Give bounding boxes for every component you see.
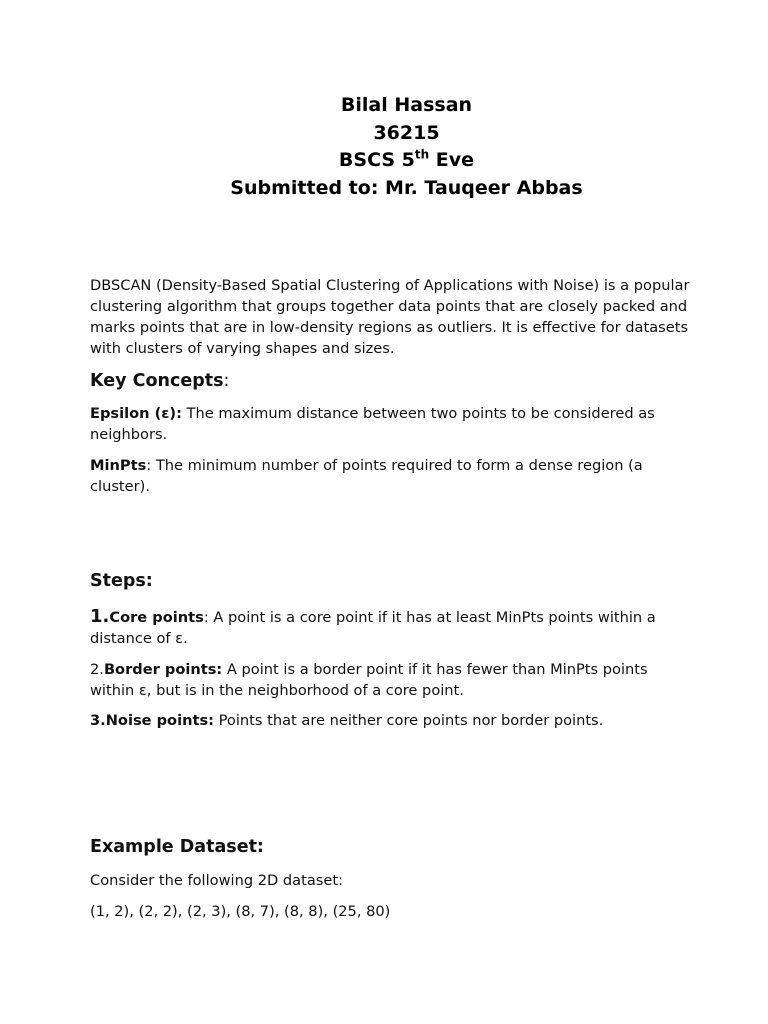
program-prefix: BSCS 5 bbox=[338, 149, 415, 172]
program-line bbox=[0, 147, 768, 175]
step1-text: : A point is a core point if it has at least MinPts points within a distance of ε. bbox=[90, 609, 656, 647]
program-suffix: Eve bbox=[429, 149, 475, 172]
example-intro: Consider the following 2D dataset: bbox=[90, 872, 343, 889]
step-core-points bbox=[90, 606, 690, 649]
step2-term: Border points: bbox=[103, 661, 223, 678]
steps-heading: Steps: bbox=[90, 571, 153, 591]
epsilon-definition bbox=[90, 403, 690, 445]
step3-term: Noise points: bbox=[105, 712, 214, 729]
title-block bbox=[0, 92, 768, 202]
example-heading: Example Dataset: bbox=[90, 837, 264, 857]
program-superscript: th bbox=[414, 147, 430, 162]
step1-term: Core points bbox=[109, 609, 204, 626]
key-concepts-colon: : bbox=[223, 371, 230, 391]
step1-number: 1. bbox=[90, 606, 110, 627]
minpts-definition bbox=[90, 455, 690, 497]
intro-paragraph: DBSCAN (Density-Based Spatial Clustering of Applications with Noise) is a popular clustering algorithm that groups together data points that are closely packed and marks points that are in low-density regions as outliers. It is effective for datasets with clusters of varying shapes and sizes. bbox=[90, 277, 690, 357]
student-id: 36215 bbox=[373, 121, 440, 144]
step3-number: 3. bbox=[90, 712, 106, 729]
key-concepts-heading bbox=[90, 370, 229, 392]
author-name: Bilal Hassan bbox=[340, 94, 473, 116]
step-noise-points bbox=[90, 710, 690, 731]
submitted-to: Submitted to: Mr. Tauqeer Abbas bbox=[230, 176, 583, 199]
step2-text: A point is a border point if it has fewer than MinPts points within ε, but is in the neighborhood of a core point. bbox=[90, 661, 648, 699]
key-concepts-title: Key Concepts bbox=[90, 371, 224, 391]
step-border-points bbox=[90, 659, 690, 701]
example-dataset: (1, 2), (2, 2), (2, 3), (8, 7), (8, 8), (25, 80) bbox=[90, 903, 391, 920]
epsilon-term: Epsilon (ε): bbox=[90, 405, 182, 422]
minpts-text: : The minimum number of points required to form a dense region (a cluster). bbox=[90, 457, 643, 495]
minpts-term: MinPts bbox=[90, 457, 147, 474]
step3-text: Points that are neither core points nor border points. bbox=[213, 712, 604, 729]
step2-number: 2. bbox=[90, 661, 104, 678]
epsilon-text: The maximum distance between two points to be considered as neighbors. bbox=[90, 405, 655, 443]
